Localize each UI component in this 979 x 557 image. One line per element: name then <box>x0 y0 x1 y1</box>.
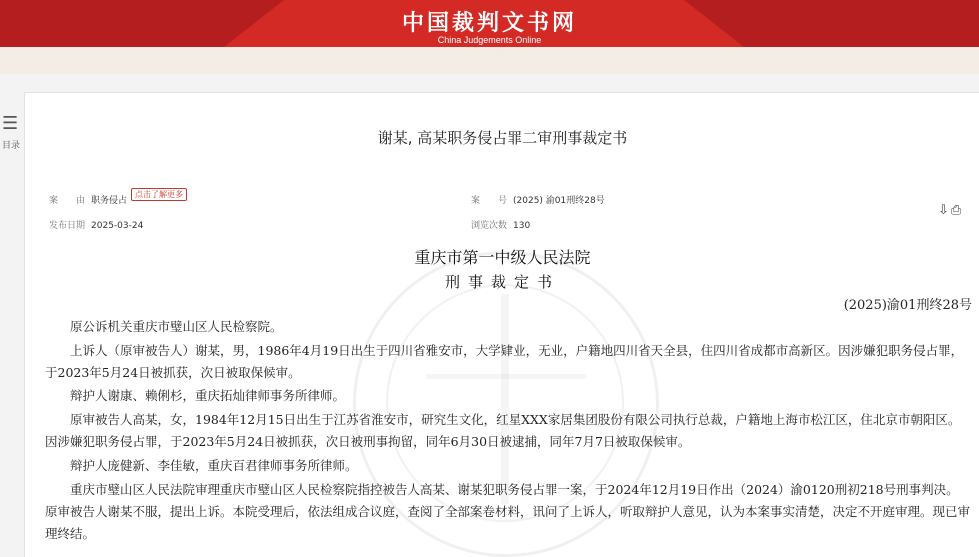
meta-publish-date-key: 发布日期 <box>49 221 86 231</box>
download-icon[interactable]: ⇩ <box>938 203 951 218</box>
cause-more-tag[interactable]: 点击了解更多 <box>131 188 187 201</box>
court-name: 重庆市第一中级人民法院 <box>414 248 591 267</box>
meta-publish-date <box>49 218 143 231</box>
meta-case-no-value: (2025) 渝01刑终28号 <box>513 196 605 206</box>
list-icon[interactable]: ☰ <box>2 113 19 134</box>
paragraph-defendant-defenders: 辩护人庞健新、李佳敏，重庆百君律师事务所律师。 <box>70 458 358 473</box>
paragraph-prosecutor: 原公诉机关重庆市璧山区人民检察院。 <box>70 319 283 334</box>
site-subtitle: China Judgements Online <box>437 35 542 45</box>
meta-views <box>471 218 530 231</box>
document-type: 刑事裁定书 <box>444 273 560 291</box>
document-title: 谢某, 高某职务侵占罪二审刑事裁定书 <box>377 129 628 147</box>
paragraph-appellant: 上诉人（原审被告人）谢某，男，1986年4月19日出生于四川省雅安市，大学肄业，无业，户籍地四川省天全县，住四川省成都市高新区。因涉嫌犯职务侵占罪，于2023年5月24日被抓获，次日被取保候审。 <box>45 343 964 380</box>
document-tools <box>938 203 963 218</box>
meta-cause <box>49 193 127 206</box>
meta-cause-key: 案 由 <box>49 196 86 206</box>
meta-views-value: 130 <box>513 221 531 231</box>
document-panel <box>24 92 979 557</box>
toc-label[interactable]: 目录 <box>2 141 21 151</box>
meta-case-no-key: 案 号 <box>471 196 508 206</box>
site-title[interactable]: 中国裁判文书网 <box>401 11 577 36</box>
header-subbar <box>0 47 979 74</box>
case-number: (2025)渝01刑终28号 <box>843 298 972 313</box>
paragraph-appellant-defenders: 辩护人谢康、赖俐杉，重庆拓灿律师事务所律师。 <box>70 388 346 403</box>
meta-views-key: 浏览次数 <box>471 221 508 231</box>
meta-publish-date-value: 2025-03-24 <box>91 221 144 231</box>
meta-case-no <box>471 193 605 206</box>
site-header <box>0 0 979 47</box>
meta-cause-value: 职务侵占 <box>91 196 128 206</box>
paragraph-defendant: 原审被告人高某，女，1984年12月15日出生于江苏省淮安市，研究生文化，红星XXX家居集团股份有限公司执行总裁，户籍地上海市松江区，住北京市朝阳区。因涉嫌犯职务侵占罪，于2023年5月24日被抓获，次日被刑事拘留，同年6月30日被逮捕，同年7月7日被取保候审。 <box>45 412 961 449</box>
print-icon[interactable]: ⎙ <box>950 203 964 218</box>
paragraph-procedure: 重庆市璧山区人民法院审理重庆市璧山区人民检察院指控被告人高某、谢某犯职务侵占罪一案，于2024年12月19日作出（2024）渝0120刑初218号刑事判决。原审被告人谢某不服，提出上诉。本院受理后，依法组成合议庭，查阅了全部案卷材料，讯问了上诉人，听取辩护人意见，认为本案事实清楚，决定不开庭审理。现已审理终结。 <box>45 482 971 541</box>
